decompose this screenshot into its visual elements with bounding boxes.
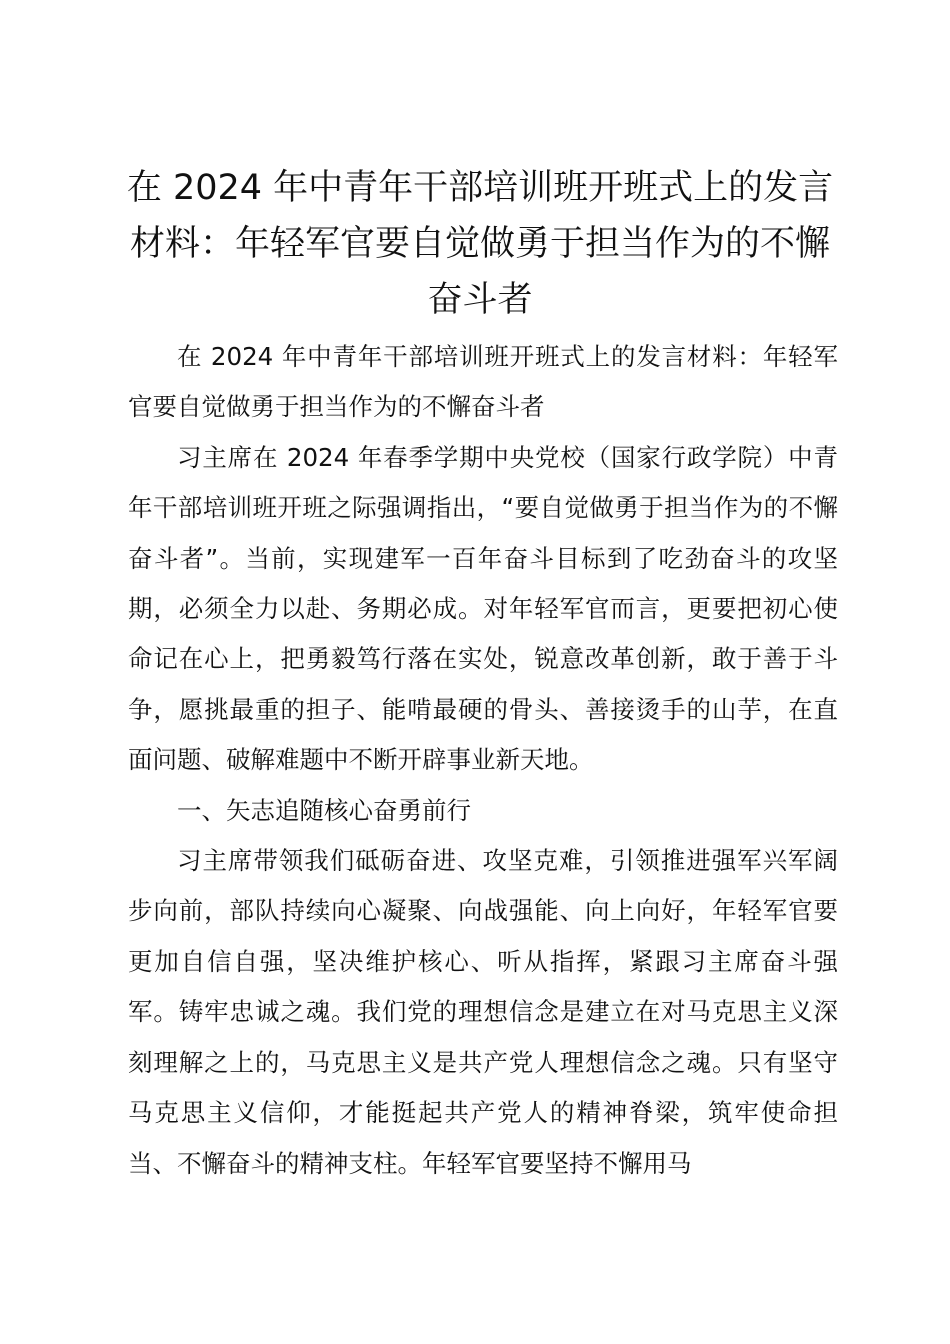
paragraph-intro: 习主席在 2024 年春季学期中央党校（国家行政学院）中青年干部培训班开班之际强调指出，“要自觉做勇于担当作为的不懈奋斗者”。当前，实现建军一百年奋斗目标到了吃劲奋斗的攻坚期，必须全力以赴、务期必成。对年轻军官而言，更要把初心使命记在心上，把勇毅笃行落在实处，锐意改革创新，敢于善于斗争，愿挑最重的担子、能啃最硬的骨头、善接烫手的山芋，在直面问题、破解难题中不断开辟事业新天地。 (128, 442, 838, 775)
document-body (128, 332, 838, 1189)
section-heading-1: 一、矢志追随核心奋勇前行 (177, 795, 471, 825)
paragraph-section-1: 习主席带领我们砥砺奋进、攻坚克难，引领推进强军兴军阔步向前，部队持续向心凝聚、向战强能、向上向好，年轻军官要更加自信自强，坚决维护核心、听从指挥，紧跟习主席奋斗强军。铸牢忠诚之魂。我们党的理想信念是建立在对马克思主义深刻理解之上的，马克思主义是共产党人理想信念之魂。只有坚守马克思主义信仰，才能挺起共产党人的精神脊梁，筑牢使命担当、不懈奋斗的精神支柱。年轻军官要坚持不懈用马 (128, 846, 838, 1178)
document-title: 在 2024 年中青年干部培训班开班式上的发言材料：年轻军官要自觉做勇于担当作为的不懈奋斗者 (126, 168, 834, 320)
paragraph-title-repeat: 在 2024 年中青年干部培训班开班式上的发言材料：年轻军官要自觉做勇于担当作为的不懈奋斗者 (128, 342, 838, 422)
